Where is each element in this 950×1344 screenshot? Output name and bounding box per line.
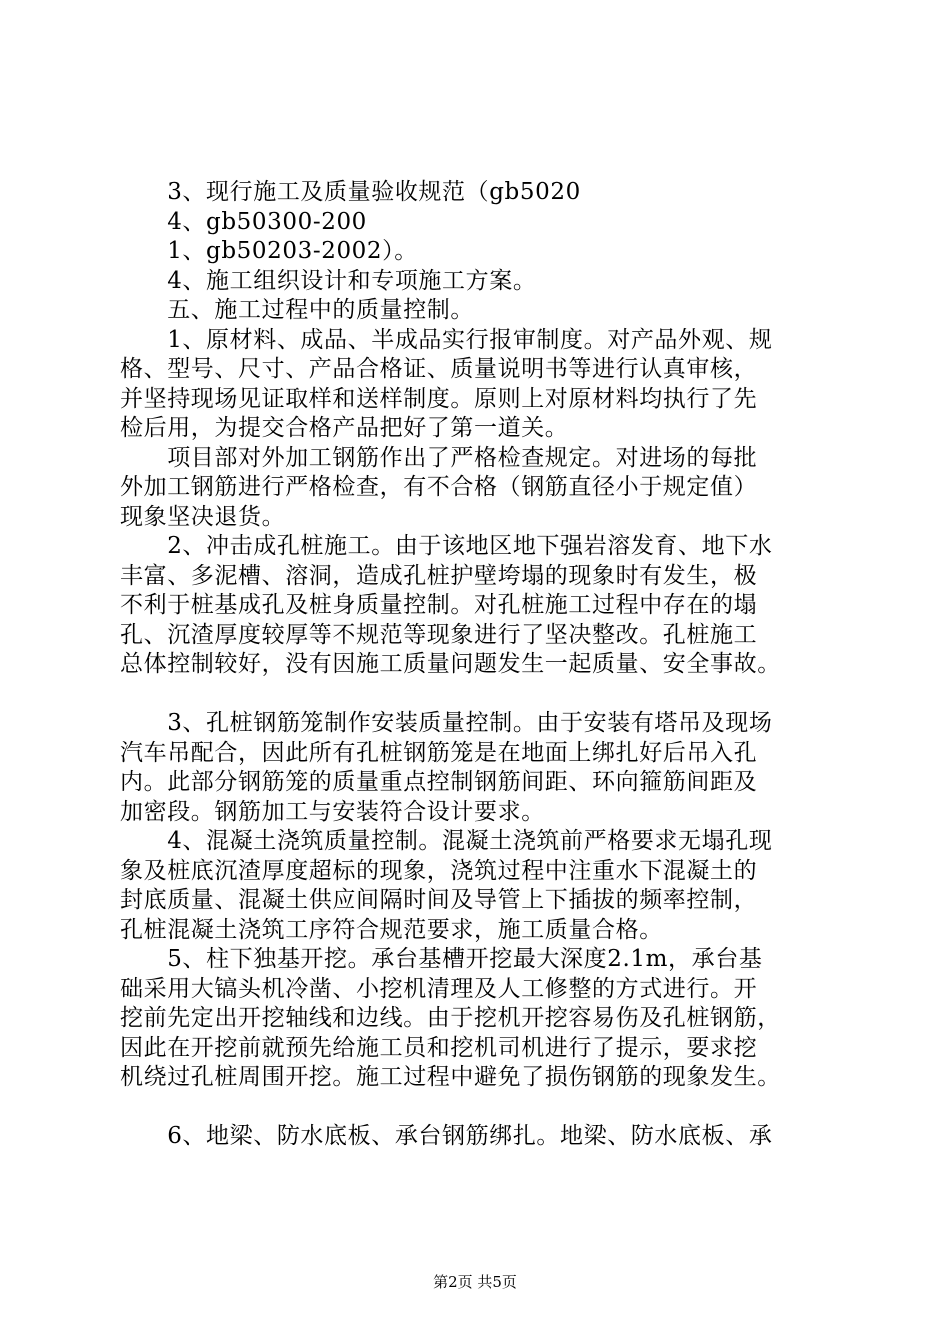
text-line: 现象坚决退货。: [120, 503, 286, 530]
text-line: 4、混凝土浇筑质量控制。混凝土浇筑前严格要求无塌孔现: [120, 828, 773, 854]
text-line: 检后用，为提交合格产品把好了第一道关。: [120, 415, 569, 441]
text-line: 3、孔桩钢筋笼制作安装质量控制。由于安装有塔吊及现场: [120, 710, 773, 736]
text-line: 2、冲击成孔桩施工。由于该地区地下强岩溶发育、地下水: [120, 533, 773, 559]
text-line: 孔桩混凝土浇筑工序符合规范要求，施工质量合格。: [120, 916, 663, 943]
text-line: 1、gb50203-2002）。: [120, 238, 418, 264]
blank-line: [120, 680, 840, 710]
text-line: 挖前先定出开挖轴线和边线。由于挖机开挖容易伤及孔桩钢筋，: [120, 1005, 781, 1031]
document-body: [120, 178, 840, 1152]
page-footer: 第2页 共5页: [433, 1273, 517, 1291]
text-line: 加密段。钢筋加工与安装符合设计要求。: [120, 798, 545, 825]
text-line: 机绕过孔桩周围开挖。施工过程中避免了损伤钢筋的现象发生。: [120, 1064, 781, 1090]
blank-line: [120, 1093, 840, 1123]
text-line: 4、施工组织设计和专项施工方案。: [120, 267, 537, 294]
text-line: 因此在开挖前就预先给施工员和挖机司机进行了提示，要求挖: [120, 1034, 758, 1061]
text-line: 内。此部分钢筋笼的质量重点控制钢筋间距、环向箍筋间距及: [120, 769, 758, 795]
text-line: 孔、沉渣厚度较厚等不规范等现象进行了坚决整改。孔桩施工: [120, 621, 758, 648]
text-line: 3、现行施工及质量验收规范（gb5020: [120, 179, 581, 205]
text-line: 汽车吊配合，因此所有孔桩钢筋笼是在地面上绑扎好后吊入孔: [120, 739, 758, 766]
text-line: 象及桩底沉渣厚度超标的现象，浇筑过程中注重水下混凝土的: [120, 857, 758, 884]
text-line: 1、原材料、成品、半成品实行报审制度。对产品外观、规: [120, 326, 773, 353]
text-line: 五、施工过程中的质量控制。: [120, 297, 474, 323]
text-line: 项目部对外加工钢筋作出了严格检查规定。对进场的每批: [120, 444, 758, 471]
text-line: 封底质量、混凝土供应间隔时间及导管上下插拔的频率控制，: [120, 887, 758, 913]
text-line: 础采用大镐头机冷凿、小挖机清理及人工修整的方式进行。开: [120, 975, 758, 1002]
text-line: 格、型号、尺寸、产品合格证、质量说明书等进行认真审核，: [120, 356, 758, 382]
text-line: 不利于桩基成孔及桩身质量控制。对孔桩施工过程中存在的塌: [120, 592, 758, 618]
text-line: 总体控制较好，没有因施工质量问题发生一起质量、安全事故。: [120, 651, 781, 677]
text-line: 外加工钢筋进行严格检查，有不合格（钢筋直径小于规定值）: [120, 474, 758, 500]
text-line: 丰富、多泥槽、溶洞，造成孔桩护壁垮塌的现象时有发生，极: [120, 562, 758, 589]
text-line: 并坚持现场见证取样和送样制度。原则上对原材料均执行了先: [120, 385, 758, 412]
text-line: 5、柱下独基开挖。承台基槽开挖最大深度2.1m，承台基: [120, 946, 763, 972]
text-line: 6、地梁、防水底板、承台钢筋绑扎。地梁、防水底板、承: [120, 1123, 773, 1149]
text-line: 4、gb50300-200: [120, 208, 367, 235]
